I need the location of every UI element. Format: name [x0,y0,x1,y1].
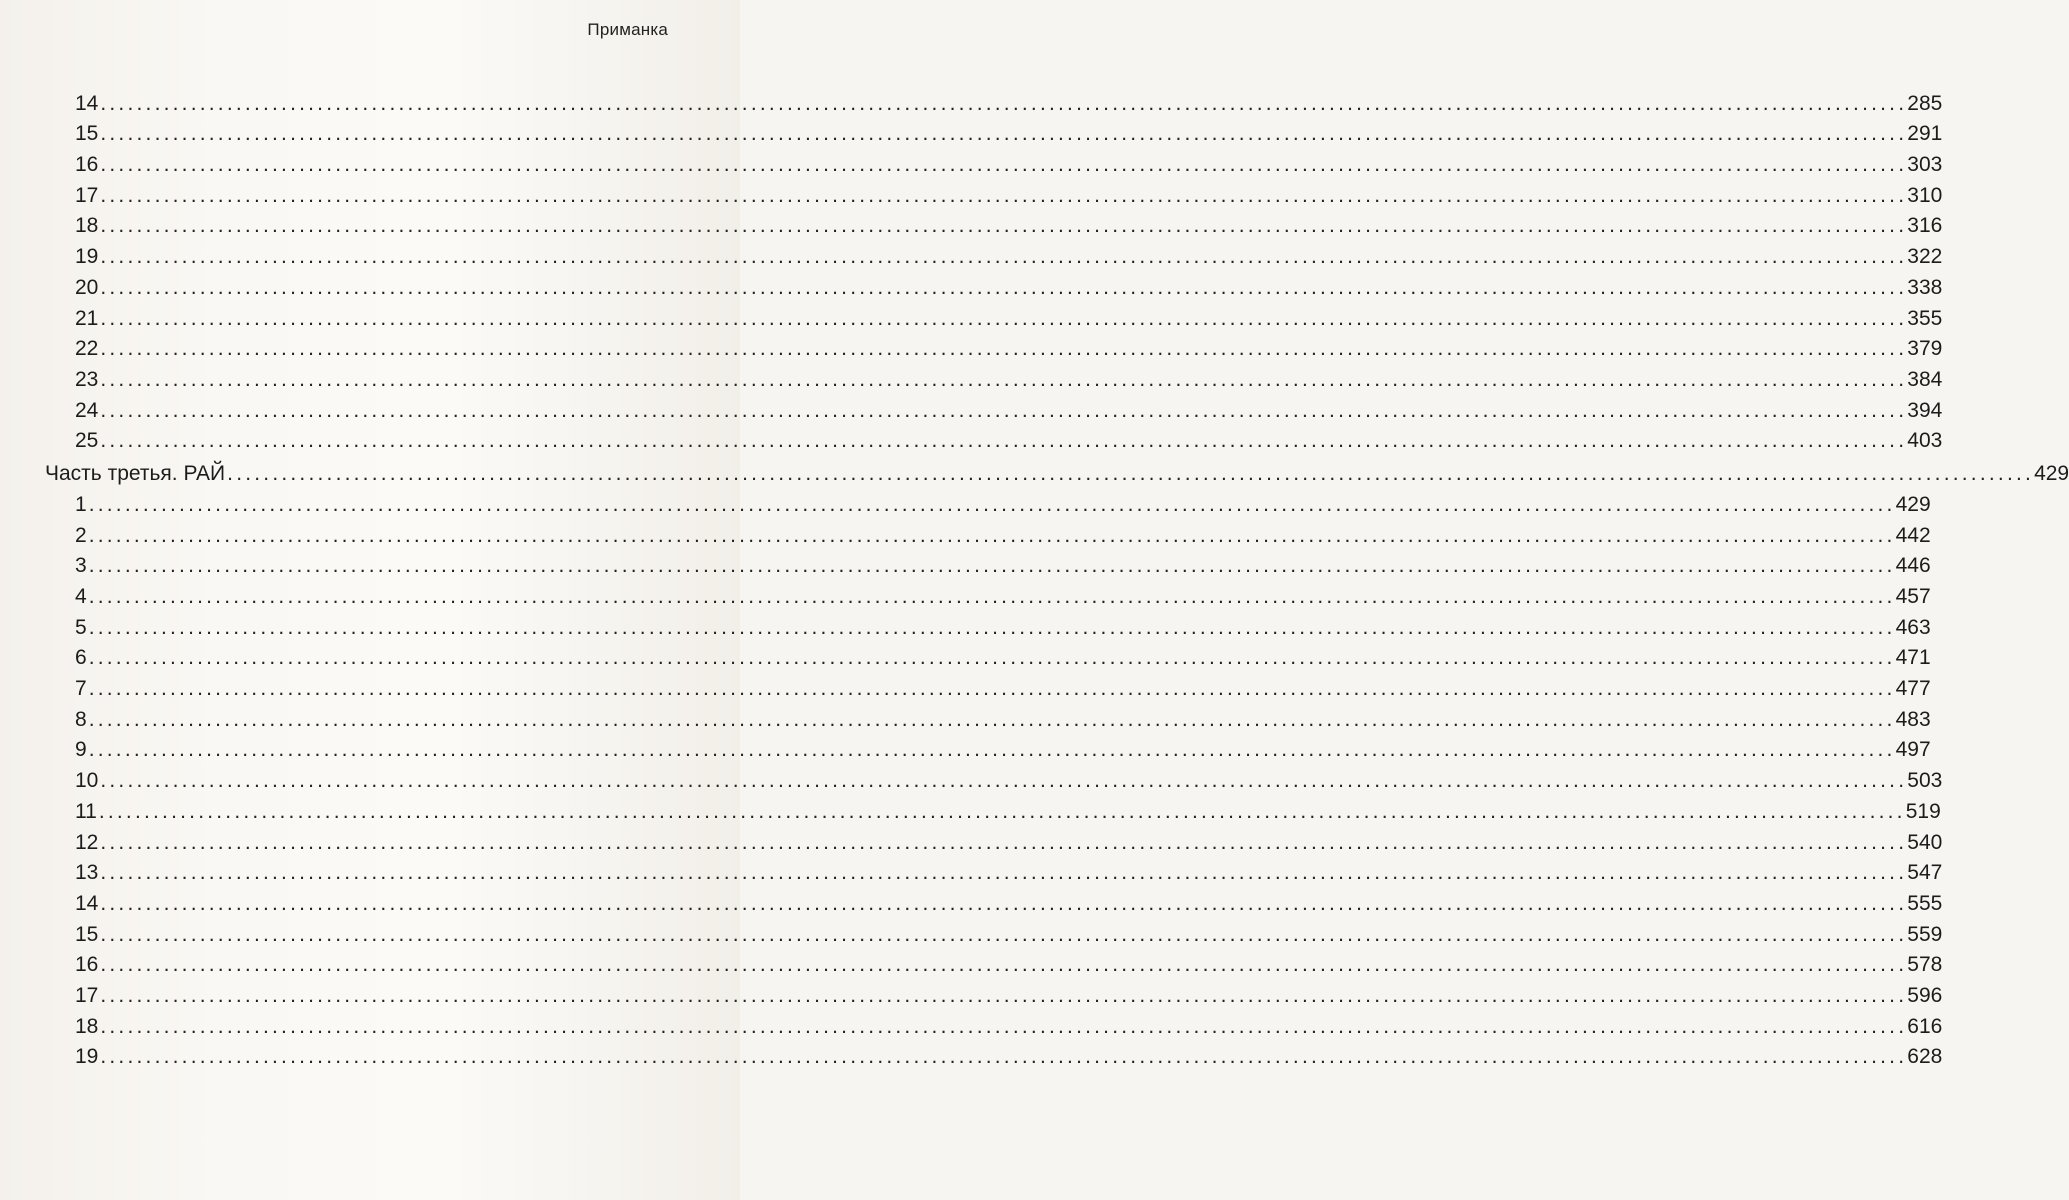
toc-entry-label: 9 [75,738,87,762]
toc-dot-leader: ........................................................................................................................................................................................................ [88,523,1896,547]
toc-entry-label: 2 [75,523,87,547]
toc-entry-label: 23 [75,367,99,391]
toc-entry-label: 7 [75,677,87,701]
toc-page-number: 596 [1907,983,1943,1007]
toc-dot-leader: ........................................................................................................................................................................................................ [100,337,1908,361]
toc-page-number: 483 [1895,707,1931,731]
toc-entry-label: 15 [75,922,99,946]
toc-dot-leader: ........................................................................................................................................................................................................ [100,122,1908,146]
toc-page-number: 616 [1907,1014,1943,1038]
toc-entry-label: 3 [75,554,87,578]
toc-entry-label: 4 [75,585,87,608]
toc-page-number: 477 [1895,677,1931,701]
toc-dot-leader: ........................................................................................................................................................................................................ [100,429,1908,453]
toc-entry-label: 19 [75,1045,99,1069]
toc-dot-leader: ........................................................................................................................................................................................................ [98,799,1906,823]
toc-dot-leader: ........................................................................................................................................................................................................ [88,585,1896,608]
toc-dot-leader: ........................................................................................................................................................................................................ [100,922,1908,946]
toc-entry-label: Часть третья. РАЙ [45,462,226,486]
toc-page-number: 497 [1895,738,1931,762]
toc-entry [0,975,1943,1007]
toc-entry [0,515,1931,547]
toc-dot-leader: ........................................................................................................................................................................................................ [100,983,1908,1007]
toc-entry-label: 21 [75,306,99,330]
toc-entry-label: 11 [75,799,97,823]
toc-entry-label: 16 [75,953,99,977]
toc-entry [0,329,1943,361]
toc-page-number: 291 [1907,122,1943,146]
toc-entry-label: 17 [75,983,99,1007]
toc-page-number: 555 [1907,891,1943,915]
toc-entry [0,484,1931,516]
toc-dot-leader: ........................................................................................................................................................................................................ [88,738,1896,762]
toc-page-number: 446 [1895,554,1931,578]
toc-dot-leader: ........................................................................................................................................................................................................ [100,91,1908,115]
toc-page-number: 457 [1895,585,1931,608]
toc-dot-leader: ........................................................................................................................................................................................................ [100,769,1908,793]
toc-dot-leader: ........................................................................................................................................................................................................ [227,462,2035,486]
toc-entry-label: 24 [75,398,99,422]
toc-entry-label: 5 [75,615,87,639]
toc-part-heading [0,451,2069,486]
toc-page-number: 338 [1907,275,1943,299]
toc-entry-label: 22 [75,337,99,361]
table-of-contents [0,83,2069,1069]
toc-entry-label: 19 [75,245,99,269]
toc-entry-label: 20 [75,275,99,299]
toc-page-number: 429 [1895,492,1931,516]
toc-dot-leader: ........................................................................................................................................................................................................ [100,861,1908,885]
toc-entry [0,83,1943,115]
toc-page-number: 310 [1907,183,1943,207]
toc-entry-label: 12 [75,830,99,854]
toc-page-number: 316 [1907,214,1943,238]
toc-page-number: 429 [2034,462,2069,486]
toc-entry [0,760,1943,793]
toc-dot-leader: ........................................................................................................................................................................................................ [100,1014,1908,1038]
toc-page-number: 403 [1907,429,1943,453]
toc-dot-leader: ........................................................................................................................................................................................................ [100,830,1908,854]
toc-entry-label: 14 [75,891,99,915]
toc-dot-leader: ........................................................................................................................................................................................................ [100,275,1908,299]
toc-entry-label: 1 [75,492,87,516]
toc-page-number: 547 [1907,861,1943,885]
toc-page-number: 628 [1907,1045,1943,1069]
toc-entry [0,236,1943,269]
toc-entry [0,1006,1943,1038]
toc-entry [0,1037,1943,1069]
toc-page-number: 463 [1895,615,1931,639]
toc-entry [0,175,1943,207]
toc-entry-label: 10 [75,769,99,793]
toc-dot-leader: ........................................................................................................................................................................................................ [88,554,1896,578]
toc-entry-label: 13 [75,861,99,885]
toc-page-number: 559 [1907,922,1943,946]
toc-entry-label: 14 [75,91,99,115]
toc-page-number: 578 [1907,953,1943,977]
toc-entry-label: 25 [75,429,99,453]
toc-entry [0,791,1941,823]
toc-dot-leader: ........................................................................................................................................................................................................ [100,153,1908,177]
toc-entry [0,390,1943,422]
toc-entry [0,144,1943,177]
toc-entry [0,421,1943,453]
toc-entry [0,359,1943,391]
running-head-title: Приманка [587,20,668,39]
toc-entry [0,883,1943,915]
toc-entry-label: 8 [75,707,87,731]
toc-dot-leader: ........................................................................................................................................................................................................ [88,492,1896,516]
toc-dot-leader: ........................................................................................................................................................................................................ [88,646,1896,670]
toc-entry [0,730,1931,762]
toc-page-number: 379 [1907,337,1943,361]
toc-page-number: 503 [1907,769,1943,793]
toc-entry-label: 18 [75,214,99,238]
toc-dot-leader: ........................................................................................................................................................................................................ [88,677,1896,701]
toc-dot-leader: ........................................................................................................................................................................................................ [100,891,1908,915]
toc-dot-leader: ........................................................................................................................................................................................................ [88,707,1896,731]
toc-entry-label: 18 [75,1014,99,1038]
toc-dot-leader: ........................................................................................................................................................................................................ [100,245,1908,269]
toc-entry [0,668,1931,701]
toc-page-number: 519 [1905,799,1941,823]
toc-page-number: 285 [1907,91,1943,115]
toc-page-number: 322 [1907,245,1943,269]
toc-page-number: 303 [1907,153,1943,177]
toc-entry-label: 15 [75,122,99,146]
toc-entry [0,914,1943,946]
toc-dot-leader: ........................................................................................................................................................................................................ [100,367,1908,391]
toc-page-number: 540 [1907,830,1943,854]
toc-page-number: 471 [1895,646,1931,670]
toc-entry [0,267,1943,299]
toc-entry [0,822,1943,854]
toc-dot-leader: ........................................................................................................................................................................................................ [100,214,1908,238]
toc-entry [0,298,1943,330]
toc-entry [0,546,1931,578]
toc-dot-leader: ........................................................................................................................................................................................................ [100,953,1908,977]
toc-entry [0,853,1943,885]
toc-dot-leader: ........................................................................................................................................................................................................ [100,398,1908,422]
toc-entry [0,699,1931,731]
toc-entry [0,114,1943,146]
toc-entry-label: 6 [75,646,87,670]
toc-dot-leader: ........................................................................................................................................................................................................ [100,306,1908,330]
toc-page-number: 384 [1907,367,1943,391]
toc-page-number: 394 [1907,398,1943,422]
toc-page-number: 355 [1907,306,1943,330]
toc-entry [0,206,1943,238]
toc-entry-label: 17 [75,183,99,207]
toc-dot-leader: ........................................................................................................................................................................................................ [88,615,1896,639]
toc-page-number: 442 [1895,523,1931,547]
toc-entry [0,607,1931,639]
toc-entry [0,638,1931,670]
toc-entry [0,945,1943,977]
toc-dot-leader: ........................................................................................................................................................................................................ [100,183,1908,207]
toc-entry-label: 16 [75,153,99,177]
toc-dot-leader: ........................................................................................................................................................................................................ [100,1045,1908,1069]
toc-entry [0,576,1931,608]
